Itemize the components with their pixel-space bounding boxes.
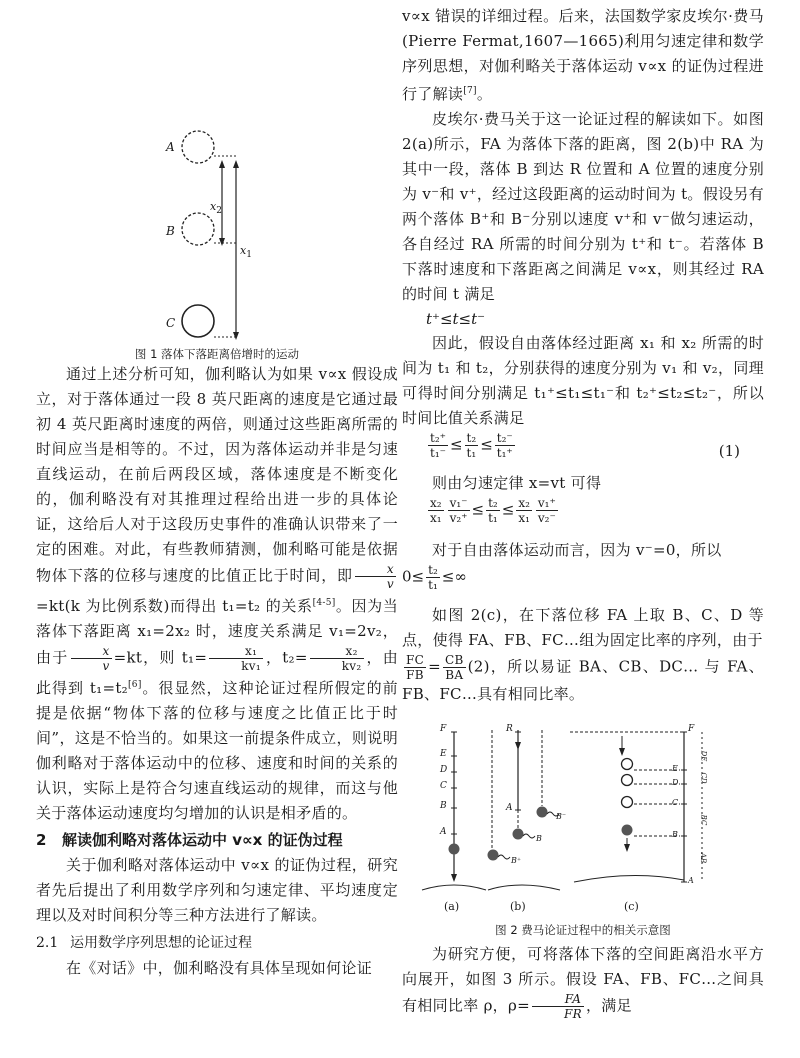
frac-t1: $\frac{\text{x₁}}{\text{kv₁}}$ (209, 644, 263, 673)
left-paragraph-1: 通过上述分析可知，伽利略认为如果 v∝x 假设成立，对于落体通过一段 8 英尺距离的速度是它通过最初 4 英尺距离时速度的两倍，则通过这些距离所需的时间应当是相等的。不过，因为落体运动并非是匀速直线运动，在前后两段区域，落体速度是不断变化的，伽利略没有对其推理过程给出进一步的具体论证，这给后人对于这段历史事件的准确认识带来了一定的困难。对此，有些教师猜测，伽利略可能是依据物体下落的位移与速度的比值正比于时间，即 $\frac{x}{v}$ =kt(k 为比例系数)而得出 t₁=t₂ 的关系[4-5]。因为当落体下落距离 x₁=2x₂ 时，速度关系满足 v₁=2v₂，由于 $\frac{x}{v}$ =kt，则 t₁= $\frac{\text{x₁}}{\text{kv₁}}$ ，t₂= $\frac{\text{x₂}}{\text{kv₂}}$ ，由此得到 t₁=t₂[6]。很显然，这种论证过程所假定的前提是依据“物体下落的位移与速度之比值正比于时间”，这是不恰当的。如果这一前提条件成立，则说明伽利略对于落体运动中的位移、速度和时间的关系的认识，实际上是符合匀速直线运动的规律，而这与他关于落体运动速度均匀增加的认识是相矛盾的。 (36, 365, 399, 822)
equation-3: 0≤ $\frac{\text{t₂}}{\text{t₁}}$ ≤∞ (402, 563, 467, 592)
equation-1: $\frac{\text{t₂⁺}}{\text{t₁⁻}}$ ≤ $\frac{\text{t₂}}{\text{t₁}}$ ≤ $\frac{\text{t₂⁻}}{\text{t₁⁺}}$ (1) (402, 431, 764, 471)
right-text-block-bottom (402, 942, 764, 1021)
fig2c-label-cd: CD (699, 772, 708, 784)
figure-2-diagram (402, 722, 764, 918)
frac-x-over-v: $\frac{x}{v}$ (355, 562, 396, 591)
right-paragraph-1: v∝x 错误的详细过程。后来，法国数学家皮埃尔·费马(Pierre Fermat,1607—1665)利用匀速定律和数学序列思想，对伽利略关于落体运动 v∝x 的证伪过程进行了解读[7]。 (402, 7, 764, 103)
fig2c-label-de: DE (699, 750, 708, 762)
fig2b-label-bplus: B⁺ (511, 856, 522, 865)
fig2-sub-a: (a) (444, 900, 460, 913)
fig2b-label-b: B (536, 834, 542, 843)
right-paragraph-3: 因此，假设自由落体经过距离 x₁ 和 x₂ 所需的时间为 t₁ 和 t₂，分别获得的速度分别为 v₁ 和 v₂，同理可得时间分别满足 t₁⁺≤t₁≤t₁⁻和 t₂⁺≤t₂≤t₂⁻，所以时间比值关系满足 (402, 334, 764, 427)
fig2b-label-a: A (506, 803, 513, 813)
fig2c-label-a: A (688, 876, 694, 885)
fig2-sub-c: (c) (624, 900, 639, 913)
left-text-block (36, 362, 398, 981)
fig2a-label-a: A (440, 827, 447, 837)
fig2a-label-d: D (440, 765, 448, 775)
fig1-label-a: A (166, 140, 175, 154)
equation-2: $\frac{\text{x₂}}{\text{x₁}}$ $\frac{\text{v₁⁻}}{\text{v₂⁺}}$ ≤ $\frac{\text{t₂}}{\text{t₁}}$ ≤ $\frac{\text{x₂}}{\text{x₁}}$ $\frac{\text{v₁⁺}}{\text{v₂⁻}}$ (430, 496, 556, 525)
fig2c-label-c: C (672, 798, 679, 807)
right-paragraph-4: 则由匀速定律 x=vt 可得 (432, 474, 602, 492)
citation: [4-5] (312, 598, 336, 608)
right-paragraph-2: 皮埃尔·费马关于这一论证过程的解读如下。如图 2(a)所示，FA 为落体下落的距离，图 2(b)中 RA 为其中一段，落体 B 到达 R 位置和 A 位置的速度分别为 v⁻和 v⁺，经过这段距离的运动时间为 t。假设另有两个落体 B⁺和 B⁻分别以速度 v⁺和 v⁻做匀速运动，各自经过 RA 所需的时间分别为 t⁺和 t⁻。若落体 B 下落时速度和下落距离之间满足 v∝x，则其经过 RA 的时间 t 满足 (402, 110, 764, 303)
fig2c-label-d: D (672, 778, 679, 787)
citation: [7] (463, 86, 477, 96)
fig1-label-x2: $x_2$ (210, 200, 222, 217)
section-2-heading: 2 解读伽利略对落体运动中 v∝x 的证伪过程 (36, 831, 343, 849)
fig1-label-x1: $x_1$ (240, 244, 252, 261)
right-text-block (402, 4, 764, 707)
figure-1-diagram (126, 118, 306, 342)
fig1-label-b: B (166, 224, 175, 238)
fig2c-label-ab: AB (699, 852, 708, 864)
figure-2-caption: 图 2 费马论证过程中的相关示意图 (495, 923, 671, 937)
fig2b-label-r: R (506, 724, 513, 734)
right-paragraph-6: 如图 2(c)，在下落位移 FA 上取 B、C、D 等点，使得 FA、FB、FC…组为固定比率的序列，由于 (402, 606, 764, 649)
right-paragraph-6b: $\frac{FC}{FB}$ = $\frac{CB}{BA}$ (2)，所以易证 BA、CB、DC… 与 FA、FB、FC…具有相同比率。 (402, 653, 764, 703)
fig2c-label-f: F (688, 724, 695, 734)
left-paragraph-2: 关于伽利略对落体运动中 v∝x 的证伪过程，研究者先后提出了利用数学序列和匀速定律、平均速度定理以及对时间积分等三种方法进行了解读。 (36, 856, 398, 924)
frac-x-over-v-2: $\frac{x}{v}$ (71, 644, 112, 673)
section-2-1-heading: 2.1 运用数学序列思想的论证过程 (36, 935, 252, 951)
right-paragraph-7: 为研究方便，可将落体下落的空间距离沿水平方向展开，如图 3 所示。假设 FA、FB、FC…之间具有相同比率 ρ，ρ= $\frac{FA}{FR}$ ，满足 (402, 945, 764, 1021)
fig2c-label-b: B (672, 830, 678, 839)
fig2a-label-e: E (440, 749, 447, 759)
fig2c-label-bc: BC (699, 814, 708, 826)
figure-2 (402, 722, 764, 918)
frac-t2: $\frac{\text{x₂}}{\text{kv₂}}$ (310, 644, 364, 673)
left-paragraph-3: 在《对话》中，伽利略没有具体呈现如何论证 (66, 959, 373, 977)
citation: [6] (128, 680, 142, 690)
fig2c-label-e: E (672, 764, 678, 773)
fig2b-label-bminus: B⁻ (556, 812, 567, 821)
fig1-label-c: C (166, 316, 176, 330)
fig2a-label-c: C (440, 781, 447, 791)
fig2-sub-b: (b) (510, 900, 526, 913)
fig2a-label-b: B (440, 801, 447, 811)
inequality-t: t⁺≤t≤t⁻ (426, 310, 486, 328)
fig2a-label-f: F (440, 724, 447, 734)
figure-1-caption: 图 1 落体下落距离倍增时的运动 (134, 347, 300, 361)
figure-1 (126, 118, 306, 342)
equation-1-tag: (1) (718, 442, 740, 460)
right-paragraph-5: 对于自由落体运动而言，因为 v⁻=0，所以 (432, 541, 722, 559)
